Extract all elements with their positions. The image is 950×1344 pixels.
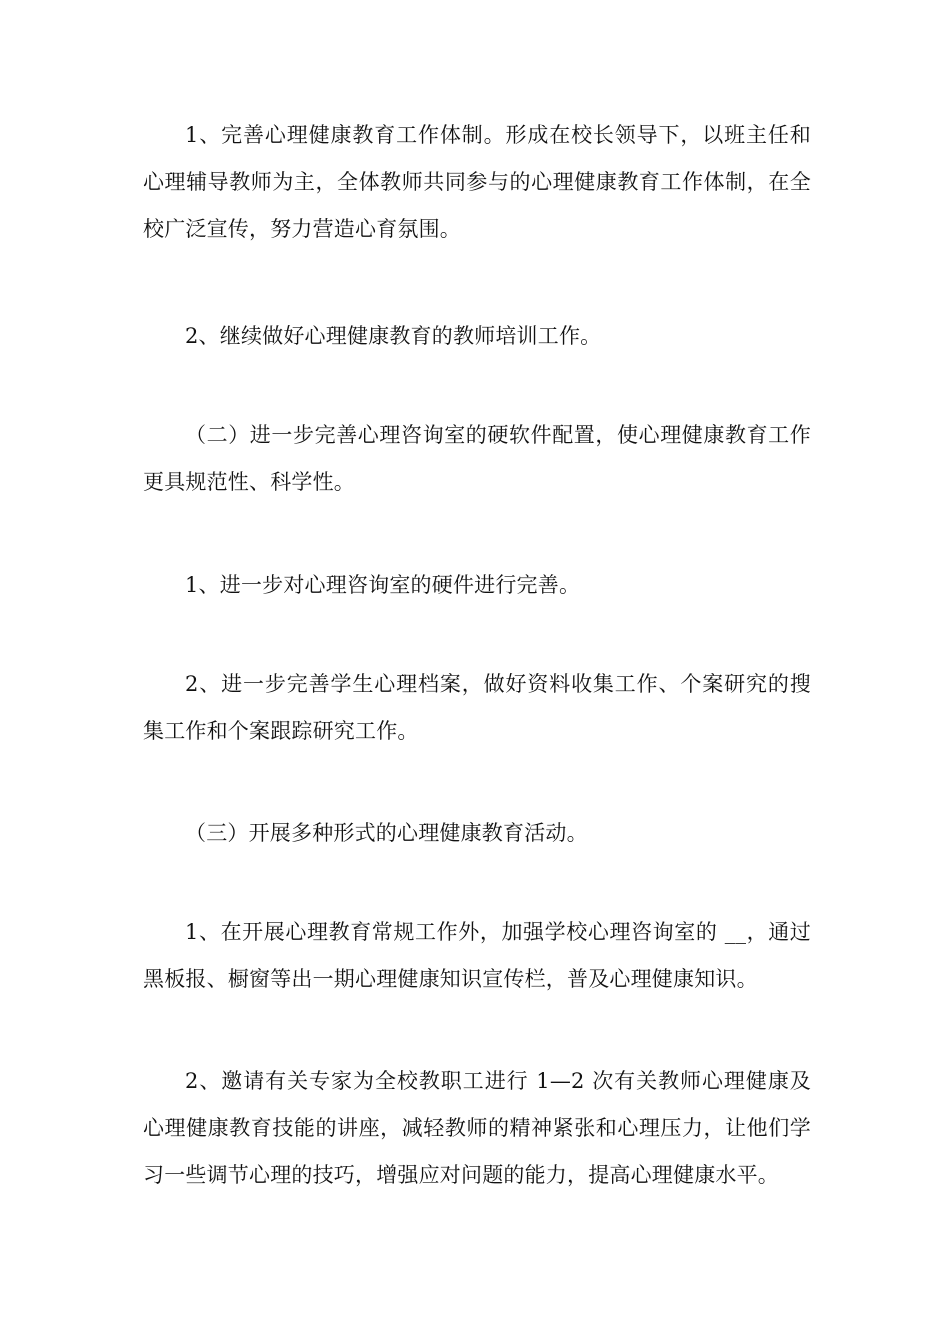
section-heading-activities: （三）开展多种形式的心理健康教育活动。 bbox=[185, 821, 588, 845]
paragraph-student-files: 2、进一步完善学生心理档案，做好资料收集工作、个案研究的搜集工作和个案跟踪研究工作。 bbox=[143, 672, 811, 743]
paragraph-routine-work: 1、在开展心理教育常规工作外，加强学校心理咨询室的 __，通过黑板报、橱窗等出一期心理健康知识宣传栏，普及心理健康知识。 bbox=[143, 920, 811, 991]
paragraph-hardware: 1、进一步对心理咨询室的硬件进行完善。 bbox=[185, 573, 581, 597]
section-heading-counseling-room: （二）进一步完善心理咨询室的硬软件配置，使心理健康教育工作更具规范性、科学性。 bbox=[143, 423, 811, 494]
paragraph-expert-lectures: 2、邀请有关专家为全校教职工进行 1—2 次有关教师心理健康及心理健康教育技能的讲座，减轻教师的精神紧张和心理压力，让他们学习一些调节心理的技巧，增强应对问题的能力，提高心理健康水平。 bbox=[143, 1069, 811, 1187]
paragraph-teacher-training: 2、继续做好心理健康教育的教师培训工作。 bbox=[185, 324, 602, 348]
paragraph-improve-system: 1、完善心理健康教育工作体制。形成在校长领导下，以班主任和心理辅导教师为主，全体教师共同参与的心理健康教育工作体制，在全校广泛宣传，努力营造心育氛围。 bbox=[143, 123, 811, 241]
